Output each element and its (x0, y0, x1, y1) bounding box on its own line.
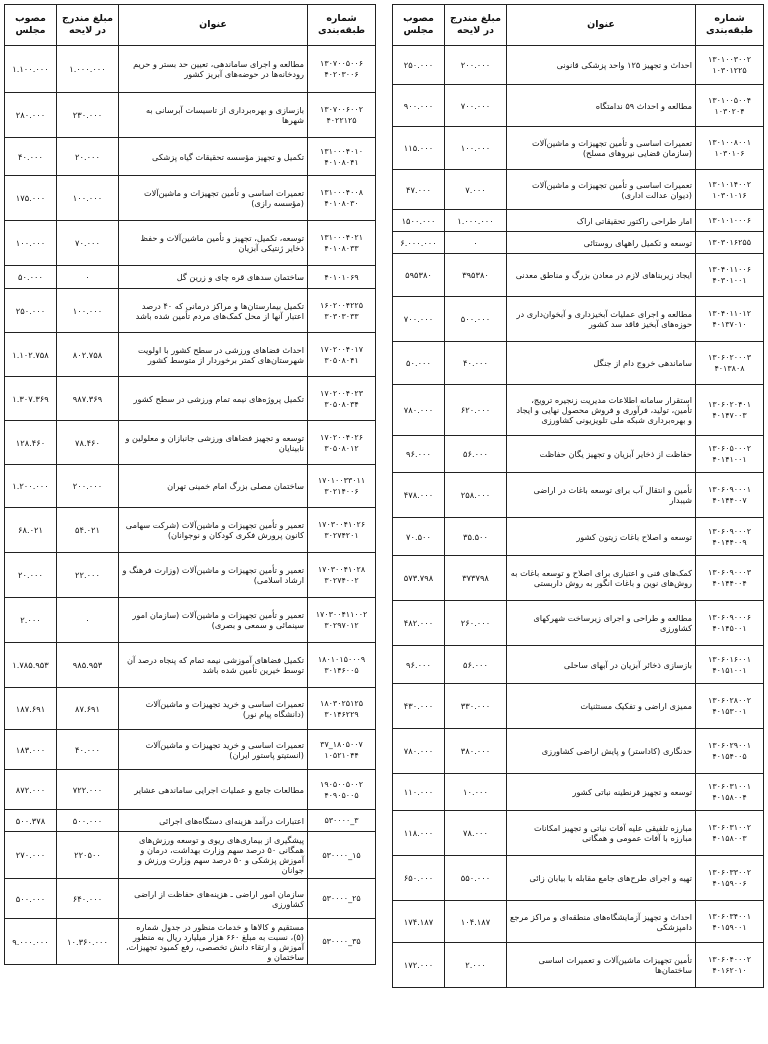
row-title: تکمیل پروژه‌های نیمه تمام ورزشی در سطح کشور (119, 377, 308, 421)
row-approved: ۲۵۰.۰۰۰ (5, 289, 57, 333)
row-code: ۱۳۱۰۰۰۴۰۰۸ ۴۰۱۰۸۰۳۰ (308, 176, 376, 221)
row-title: تعمیر و تأمین تجهیزات و ماشین‌آلات (سازمان امور سینمائی و سمعی و بصری) (119, 598, 308, 643)
row-code: ۱۸۰۱۰۱۵۰۰۰۹ ۳۰۱۴۶۰۰۵ (308, 643, 376, 688)
row-code: ۱۳۰۶۰۲۰۴۰۱ ۴۰۱۴۷۰۰۳ (696, 385, 764, 436)
row-listed: ۳۷۳۷۹۸ (445, 556, 507, 601)
table-row (5, 643, 376, 688)
table-row (5, 688, 376, 730)
table-row (393, 774, 764, 811)
row-title: سازمان امور اراضی ـ هزینه‌های حفاظت از اراضی کشاورزی (119, 879, 308, 919)
row-listed: ۳۸۰.۰۰۰ (445, 729, 507, 774)
row-title: تعمیر و تأمین تجهیزات و ماشین‌آلات (وزارت فرهنگ و ارشاد اسلامی) (119, 553, 308, 598)
row-listed: ۴۰.۰۰۰ (57, 730, 119, 770)
row-code: ۱۶۰۲۰۰۴۲۲۵ ۳۰۳۰۳۰۳۳ (308, 289, 376, 333)
row-code: ۱۳۰۶۰۲۸۰۰۲ ۴۰۱۵۳۰۰۱ (696, 684, 764, 729)
row-title: تکمیل فضاهای آموزشی نیمه تمام که پنجاه درصد آن توسط خیرین تأمین شده باشد (119, 643, 308, 688)
table-row (393, 342, 764, 385)
row-code: ۱۸۰۳۰۲۵۱۲۵ ۳۰۱۴۶۲۲۹ (308, 688, 376, 730)
row-code: ۱۳۰۴۰۱۱۰۰۶ ۴۰۳۰۱۰۰۱ (696, 254, 764, 297)
table-row (393, 385, 764, 436)
right-table-body (393, 46, 764, 988)
row-approved: ۱۱۵.۰۰۰ (393, 127, 445, 170)
header-code: شماره طبقه‌بندی (696, 5, 764, 46)
row-code: ۱۳۰۱۰۰۵۰۰۴ ۱۰۳۰۲۰۴ (696, 85, 764, 127)
table-row (393, 684, 764, 729)
row-approved: ۱.۲۰۰.۰۰۰ (5, 465, 57, 508)
table-row (393, 85, 764, 127)
table-row (393, 254, 764, 297)
row-title: مطالعه و احداث ۵۹ ندامتگاه (507, 85, 696, 127)
row-title: حفاظت از ذخایر آبزیان و تجهیز یگان حفاظت (507, 436, 696, 473)
left-table-body (5, 46, 376, 965)
table-row (5, 266, 376, 289)
row-code: ۲۵_۵۳۰۰۰۰ (308, 879, 376, 919)
row-code: ۱۷۰۲۰۰۴۰۲۶ ۳۰۵۰۸۰۱۲ (308, 421, 376, 465)
row-approved: ۶.۰۰۰.۰۰۰ (393, 232, 445, 254)
row-listed: ۷۰.۰۰۰ (57, 221, 119, 266)
row-listed: ۹۸۵.۹۵۳ (57, 643, 119, 688)
row-code: ۱۳۰۱۰۱۴۰۰۲ ۱۰۳۰۱۰۱۶ (696, 170, 764, 210)
row-approved: ۵۰۰.۰۰۰ (5, 879, 57, 919)
row-approved: ۱۷۴.۱۸۷ (393, 901, 445, 943)
row-listed: ۶۲۰.۰۰۰ (445, 385, 507, 436)
table-row (5, 598, 376, 643)
row-listed: ۲۶۰.۰۰۰ (445, 601, 507, 646)
row-code: ۱۳۰۶۰۳۴۰۰۱ ۴۰۱۵۹۰۰۱ (696, 901, 764, 943)
table-row (393, 556, 764, 601)
header-approved: مصوب مجلس (5, 5, 57, 46)
row-listed: ۹۸۷.۳۶۹ (57, 377, 119, 421)
row-listed: ۱۰.۰۰۰ (445, 774, 507, 811)
row-code: ۱۳۰۱۰۰۸۰۰۱ ۱۰۳۰۱۰۶ (696, 127, 764, 170)
table-row (5, 508, 376, 553)
row-title: کمک‌های فنی و اعتباری برای اصلاح و توسعه باغات به روش‌های نوین و باغات انگور به روش داربستی (507, 556, 696, 601)
row-approved: ۷۰۰.۰۰۰ (393, 297, 445, 342)
row-code: ۱۳۰۶۰۳۱۰۰۲ ۴۰۱۵۸۰۰۳ (696, 811, 764, 856)
row-code: ۱۸۰۵۰۰۷_۳۷ ۱۰۵۲۱۰۴۴ (308, 730, 376, 770)
row-title: تعمیرات اساسی و تأمین تجهیزات و ماشین‌آلات (سازمان قضایی نیروهای مسلح) (507, 127, 696, 170)
row-code: ۱۷۰۲۰۰۴۰۱۷ ۳۰۵۰۸۰۴۱ (308, 333, 376, 377)
row-title: پیشگیری از بیماری‌های ریوی و توسعه ورزش‌های همگانی ۵۰ درصد سهم وزارت بهداشت، درمان و آموزش پزشکی و ۵۰ درصد سهم وزارت ورزش و جوانان (119, 832, 308, 879)
row-title: تکمیل بیمارستان‌ها و مراکز درمانی که ۴۰ درصد اعتبار آنها از محل کمک‌های مردم تأمین شده باشد (119, 289, 308, 333)
row-listed: ۳۹۵۳۸۰ (445, 254, 507, 297)
row-approved: ۵۷۳.۷۹۸ (393, 556, 445, 601)
row-code: ۱۳۰۶۰۲۹۰۰۱ ۴۰۱۵۴۰۰۵ (696, 729, 764, 774)
table-row (5, 46, 376, 93)
row-code: ۱۳۰۶۰۹۰۰۰۳ ۴۰۱۴۴۰۰۴ (696, 556, 764, 601)
row-title: تهیه و اجرای طرح‌های جامع مقابله با بیابان زائی (507, 856, 696, 901)
row-title: امار طراحی راکتور تحقیقاتی اراک (507, 210, 696, 232)
table-row (393, 210, 764, 232)
row-code: ۱۵_۵۳۰۰۰۰ (308, 832, 376, 879)
table-row (5, 377, 376, 421)
row-listed: ۵۴.۰۲۱ (57, 508, 119, 553)
row-listed: ۳۳۰.۰۰۰ (445, 684, 507, 729)
row-title: ساختمان مصلی بزرگ امام خمینی تهران (119, 465, 308, 508)
header-code: شماره طبقه‌بندی (308, 5, 376, 46)
document (4, 4, 764, 1040)
row-title: حدنگاری (کاداستر) و پایش اراضی کشاورزی (507, 729, 696, 774)
row-listed: ۰ (445, 232, 507, 254)
table-row (5, 810, 376, 832)
header-approved: مصوب مجلس (393, 5, 445, 46)
row-code: ۱۳۰۶۰۳۱۰۰۱ ۴۰۱۵۸۰۰۴ (696, 774, 764, 811)
row-approved: ۱۲۸.۴۶۰ (5, 421, 57, 465)
row-listed: ۷۲۲.۰۰۰ (57, 770, 119, 810)
row-approved: ۲۷۰.۰۰۰ (5, 832, 57, 879)
row-code: ۱۳۰۶۰۵۰۰۰۲ ۴۰۱۴۱۰۰۱ (696, 436, 764, 473)
row-approved: ۱۸۳.۰۰۰ (5, 730, 57, 770)
table-row (393, 729, 764, 774)
row-code: ۳_۵۳۰۰۰۰ (308, 810, 376, 832)
row-approved: ۵۰.۰۰۰ (5, 266, 57, 289)
table-row (393, 518, 764, 556)
row-title: تأمین و انتقال آب برای توسعه باغات در اراضی شیبدار (507, 473, 696, 518)
row-code: ۱۳۰۶۰۲۰۰۰۳ ۴۰۱۳۸۰۸ (696, 342, 764, 385)
row-approved: ۲۰.۰۰۰ (5, 553, 57, 598)
row-title: تعمیرات اساسی و تأمین تجهیزات و ماشین‌آلات (مؤسسه رازی) (119, 176, 308, 221)
row-code: ۱۳۰۷۰۰۵۰۰۶ ۴۰۲۰۳۰۰۶ (308, 46, 376, 93)
table-row (5, 832, 376, 879)
row-code: ۱۳۰۶۰۹۰۰۰۶ ۴۰۱۴۵۰۰۱ (696, 601, 764, 646)
row-title: تعمیرات اساسی و خرید تجهیزات و ماشین‌آلات (انستیتو پاستور ایران) (119, 730, 308, 770)
row-listed: ۲۲۰۵۰۰ (57, 832, 119, 879)
row-title: ایجاد زیربناهای لازم در معادن بزرگ و مناطق معدنی (507, 254, 696, 297)
row-listed: ۲۳۰.۰۰۰ (57, 93, 119, 138)
row-approved: ۶۵۰.۰۰۰ (393, 856, 445, 901)
right-table (392, 4, 764, 988)
header-title: عنوان (507, 5, 696, 46)
row-listed: ۱۰۰.۰۰۰ (57, 176, 119, 221)
table-row (393, 232, 764, 254)
row-approved: ۴۸۲.۰۰۰ (393, 601, 445, 646)
row-listed: ۴۰.۰۰۰ (445, 342, 507, 385)
row-title: توسعه و تجهیز فضاهای ورزشی جانبازان و معلولین و نابینایان (119, 421, 308, 465)
row-code: ۱۹۰۵۰۰۵۰۰۲ ۴۰۹۰۵۰۰۵ (308, 770, 376, 810)
row-code: ۱۷۰۳۰۰۴۱۰۲۸ ۳۰۲۷۴۰۰۲ (308, 553, 376, 598)
row-title: احداث و تجهیز آزمایشگاه‌های منطقه‌ای و مراکز مرجع دامپزشکی (507, 901, 696, 943)
table-row (393, 46, 764, 85)
row-code: ۳۵_۵۳۰۰۰۰ (308, 919, 376, 965)
table-row (393, 943, 764, 988)
header-listed: مبلغ مندرج در لایحه (57, 5, 119, 46)
row-listed: ۷۸.۰۰۰ (445, 811, 507, 856)
row-listed: ۲.۰۰۰ (445, 943, 507, 988)
row-listed: ۸۰۲.۷۵۸ (57, 333, 119, 377)
row-listed: ۱.۰۰۰.۰۰۰ (445, 210, 507, 232)
table-row (5, 553, 376, 598)
row-listed: ۵۶.۰۰۰ (445, 436, 507, 473)
row-title: تعمیر و تأمین تجهیزات و ماشین‌آلات (شرکت سهامی کانون پرورش فکری کودکان و نوجوانان) (119, 508, 308, 553)
row-title: مستقیم و کالاها و خدمات منظور در جدول شماره (۵)، نسبت به مبلغ ۶۶۰ هزار میلیارد ریال به منظور آموزش و ارتقاء دانش تخصصی، رفع کمبود تجهیزات، ساختمان و (119, 919, 308, 965)
row-listed: ۱.۰۰۰.۰۰۰ (57, 46, 119, 93)
row-title: اعتبارات درآمد هزینه‌ای دستگاه‌های اجرائی (119, 810, 308, 832)
table-row (5, 333, 376, 377)
row-approved: ۸۷۲.۰۰۰ (5, 770, 57, 810)
row-title: بازسازی و بهره‌برداری از تاسیسات آبرسانی به شهرها (119, 93, 308, 138)
table-row (393, 436, 764, 473)
row-code: ۱۳۰۴۰۱۱۰۱۲ ۴۰۱۳۷۰۱۰ (696, 297, 764, 342)
row-title: ساختمان سدهای قره چای و زرین گل (119, 266, 308, 289)
row-listed: ۱۰۰.۰۰۰ (445, 127, 507, 170)
row-title: مبارزه تلفیقی علیه آفات نباتی و تجهیز امکانات مبارزه با آفات عمومی و همگانی (507, 811, 696, 856)
table-row (393, 811, 764, 856)
table-row (5, 465, 376, 508)
row-approved: ۱۱۰.۰۰۰ (393, 774, 445, 811)
row-approved: ۴۰.۰۰۰ (5, 138, 57, 176)
row-title: توسعه و تجهیز قرنطینه نباتی کشور (507, 774, 696, 811)
row-code: ۱۳۱۰۰۰۴۰۲۱ ۴۰۱۰۸۰۳۳ (308, 221, 376, 266)
row-code: ۴۰۱۰۱۰۶۹ (308, 266, 376, 289)
table-row (393, 170, 764, 210)
row-listed: ۷.۰۰۰ (445, 170, 507, 210)
row-code: ۱۳۰۷۰۰۶۰۰۲ ۴۰۲۲۱۲۵ (308, 93, 376, 138)
row-code: ۱۷۰۲۰۰۴۰۲۳ ۳۰۵۰۸۰۳۴ (308, 377, 376, 421)
row-listed: ۶۴۰.۰۰۰ (57, 879, 119, 919)
row-listed: ۱۰.۳۶۰.۰۰۰ (57, 919, 119, 965)
row-approved: ۱۰۰.۰۰۰ (5, 221, 57, 266)
row-code: ۱۳۰۱۰۰۳۰۰۲ ۱۰۳۰۱۲۲۵ (696, 46, 764, 85)
table-row (393, 901, 764, 943)
row-approved: ۱.۳۰۷.۳۶۹ (5, 377, 57, 421)
row-title: تکمیل و تجهیز مؤسسه تحقیقات گیاه پزشکی (119, 138, 308, 176)
row-code: ۱۳۰۶۰۹۰۰۰۲ ۴۰۱۴۴۰۰۹ (696, 518, 764, 556)
row-approved: ۹۰۰.۰۰۰ (393, 85, 445, 127)
row-title: مطالعه و طراحی و اجرای زیرساخت شهرکهای کشاورزی (507, 601, 696, 646)
row-code: ۱۳۰۶۰۳۳۰۰۲ ۴۰۱۵۹۰۰۶ (696, 856, 764, 901)
row-approved: ۱.۱۰۰.۰۰۰ (5, 46, 57, 93)
row-approved: ۷۸۰.۰۰۰ (393, 729, 445, 774)
table-header-row (5, 5, 376, 46)
row-listed: ۷۰۰.۰۰۰ (445, 85, 507, 127)
table-row (5, 879, 376, 919)
table-row (5, 730, 376, 770)
row-code: ۱۳۰۶۰۱۶۰۰۱ ۴۰۱۵۱۰۰۱ (696, 646, 764, 684)
row-approved: ۱۷۲.۰۰۰ (393, 943, 445, 988)
left-table (4, 4, 376, 965)
row-approved: ۴۷۸.۰۰۰ (393, 473, 445, 518)
row-title: ساماندهی خروج دام از جنگل (507, 342, 696, 385)
row-title: توسعه و اصلاح باغات زیتون کشور (507, 518, 696, 556)
row-title: تعمیرات اساسی و خرید تجهیزات و ماشین‌آلات (دانشگاه پیام نور) (119, 688, 308, 730)
table-row (393, 473, 764, 518)
row-code: ۱۷۰۱۰۰۳۳۰۱۱ ۳۰۲۱۴۰۰۶ (308, 465, 376, 508)
row-title: تعمیرات اساسی و تأمین تجهیزات و ماشین‌آلات (دیوان عدالت اداری) (507, 170, 696, 210)
row-approved: ۵۰.۰۰۰ (393, 342, 445, 385)
row-listed: ۲۵۸.۰۰۰ (445, 473, 507, 518)
row-listed: ۸۷.۶۹۱ (57, 688, 119, 730)
row-listed: ۲۰۰.۰۰۰ (445, 46, 507, 85)
row-listed: ۳۵.۵۰۰ (445, 518, 507, 556)
row-listed: ۰ (57, 266, 119, 289)
row-title: بازسازی ذخائر آبزیان در آبهای ساحلی (507, 646, 696, 684)
table-row (393, 601, 764, 646)
row-approved: ۲۸۰.۰۰۰ (5, 93, 57, 138)
row-title: احداث و تجهیز ۱۲۵ واحد پزشکی قانونی (507, 46, 696, 85)
row-listed: ۵۰۰.۰۰۰ (57, 810, 119, 832)
row-listed: ۲۲.۰۰۰ (57, 553, 119, 598)
row-listed: ۷۸.۴۶۰ (57, 421, 119, 465)
left-table-panel (4, 4, 376, 1040)
table-row (5, 421, 376, 465)
table-row (5, 770, 376, 810)
row-listed: ۱۰۰.۰۰۰ (57, 289, 119, 333)
row-listed: ۱۰۴.۱۸۷ (445, 901, 507, 943)
table-row (393, 127, 764, 170)
row-code: ۱۳۰۶۰۹۰۰۰۱ ۴۰۱۴۴۰۰۷ (696, 473, 764, 518)
row-listed: ۵۶.۰۰۰ (445, 646, 507, 684)
table-row (5, 93, 376, 138)
table-row (393, 856, 764, 901)
table-row (5, 176, 376, 221)
row-listed: ۲۰۰.۰۰۰ (57, 465, 119, 508)
row-approved: ۱۷۵.۰۰۰ (5, 176, 57, 221)
header-title: عنوان (119, 5, 308, 46)
row-approved: ۲۵۰.۰۰۰ (393, 46, 445, 85)
row-title: ممیزی اراضی و تفکیک مستثنیات (507, 684, 696, 729)
row-title: مطالعات جامع و عملیات اجرایی ساماندهی عشایر (119, 770, 308, 810)
row-title: توسعه، تکمیل، تجهیز و تأمین ماشین‌آلات و حفظ ذخایر ژنتیکی آبزیان (119, 221, 308, 266)
row-code: ۱۳۰۳۰۱۶۲۵۵ (696, 232, 764, 254)
row-listed: ۰ (57, 598, 119, 643)
table-row (5, 138, 376, 176)
row-approved: ۱.۷۸۵.۹۵۳ (5, 643, 57, 688)
row-title: تأمین تجهیزات ماشین‌آلات و تعمیرات اساسی ساختمان‌ها (507, 943, 696, 988)
row-approved: ۹۶.۰۰۰ (393, 436, 445, 473)
row-approved: ۲.۰۰۰ (5, 598, 57, 643)
row-code: ۱۷۰۳۰۰۴۱۰۲۶ ۳۰۲۷۴۲۰۱ (308, 508, 376, 553)
row-listed: ۵۵۰.۰۰۰ (445, 856, 507, 901)
table-row (5, 919, 376, 965)
row-approved: ۹.۰۰۰.۰۰۰ (5, 919, 57, 965)
table-row (393, 646, 764, 684)
row-listed: ۲۰.۰۰۰ (57, 138, 119, 176)
row-approved: ۶۸.۰۲۱ (5, 508, 57, 553)
row-title: مطالعه و اجرای عملیات آبخیزداری و آبخوان‌داری در حوزه‌های آبخیز فاقد سد کشور (507, 297, 696, 342)
right-table-panel (392, 4, 764, 1040)
row-title: توسعه و تکمیل راههای روستائی (507, 232, 696, 254)
row-approved: ۴۳۰.۰۰۰ (393, 684, 445, 729)
row-code: ۱۷۰۳۰۰۴۱۱۰۰۲ ۳۰۲۹۷۰۱۲ (308, 598, 376, 643)
table-row (5, 221, 376, 266)
row-title: استقرار سامانه اطلاعات مدیریت زنجیره ترویج، تأمین، تولید، فرآوری و فروش محصول نهایی و ایجاد و بهره‌برداری شبکه ملی تلویزیونی کشاورزی (507, 385, 696, 436)
table-row (5, 289, 376, 333)
row-approved: ۱۸۷.۶۹۱ (5, 688, 57, 730)
row-title: مطالعه و اجرای ساماندهی، تعیین حد بستر و حریم رودخانه‌ها در حوضه‌های آبریز کشور (119, 46, 308, 93)
row-approved: ۵۹۵۳۸۰ (393, 254, 445, 297)
row-code: ۱۳۰۱۰۱۰۰۰۶ (696, 210, 764, 232)
row-approved: ۵۰۰.۳۷۸ (5, 810, 57, 832)
row-approved: ۴۷.۰۰۰ (393, 170, 445, 210)
row-listed: ۵۰۰.۰۰۰ (445, 297, 507, 342)
row-approved: ۷۸۰.۰۰۰ (393, 385, 445, 436)
row-title: احداث فضاهای ورزشی در سطح کشور با اولویت شهرستان‌های کمتر برخوردار از متوسط کشور (119, 333, 308, 377)
row-code: ۱۳۰۶۰۴۰۰۰۲ ۴۰۱۶۲۰۱۰ (696, 943, 764, 988)
row-code: ۱۳۱۰۰۰۴۰۱۰ ۴۰۱۰۸۰۴۱ (308, 138, 376, 176)
row-approved: ۱۵۰۰.۰۰۰ (393, 210, 445, 232)
row-approved: ۷۰.۵۰۰ (393, 518, 445, 556)
row-approved: ۹۶.۰۰۰ (393, 646, 445, 684)
row-approved: ۱.۱۰۲.۷۵۸ (5, 333, 57, 377)
row-approved: ۱۱۸.۰۰۰ (393, 811, 445, 856)
header-listed: مبلغ مندرج در لایحه (445, 5, 507, 46)
table-header-row (393, 5, 764, 46)
table-row (393, 297, 764, 342)
